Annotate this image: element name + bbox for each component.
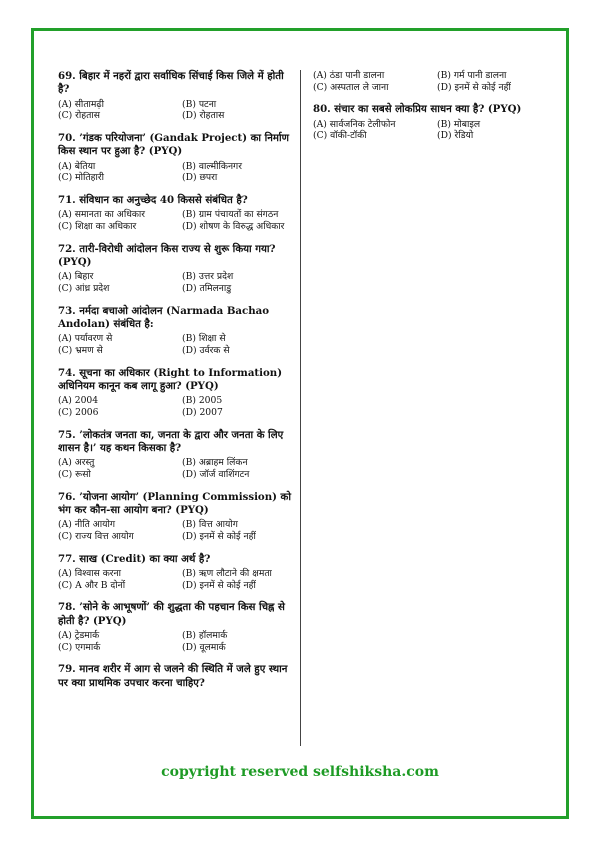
question-text: 77. साख (Credit) का क्या अर्थ है?: [58, 552, 211, 565]
question-text: 78. ’सोने के आभूषणों’ की शुद्धता की पहचान किस चिह्न से होती है? (PYQ): [58, 601, 285, 627]
option-b: (B) शिक्षा से: [182, 333, 226, 345]
option-b: (B) पटना: [182, 98, 217, 110]
option-b: (B) वाल्मीकिनगर: [182, 160, 242, 172]
option-c: (C) रूसो: [58, 469, 91, 480]
question-text: 70. ’गंडक परियोजना’ (Gandak Project) का निर्माण किस स्थान पर हुआ है? (PYQ): [58, 132, 289, 158]
question-text: 73. नर्मदा बचाओ आंदोलन (Narmada Bachao Andolan) संबंधित है:: [58, 304, 270, 330]
question-text: 76. ’योजना आयोग’ (Planning Commission) को भंग कर कौन-सा आयोग बना? (PYQ): [58, 490, 291, 516]
right-column: [313, 70, 549, 152]
question-text: 69. बिहार में नहरों द्वारा सर्वाधिक सिंचाई किस जिले में होती है?: [58, 70, 284, 96]
option-b: (B) उत्तर प्रदेश: [182, 271, 234, 283]
option-d: (D) उर्वरक से: [182, 345, 230, 356]
options: [58, 333, 292, 356]
question-75: [58, 429, 292, 481]
question-72: [58, 243, 292, 295]
question-text: 74. सूचना का अधिकार (Right to Information) अधिनियम कानून कब लागू हुआ? (PYQ): [58, 366, 283, 392]
option-b: (B) वित्त आयोग: [182, 519, 238, 531]
option-a: (A) बिहार: [58, 271, 94, 283]
option-a: (A) नीति आयोग: [58, 519, 116, 531]
option-a: (A) अरस्तु: [58, 457, 95, 469]
option-a: (A) समानता का अधिकार: [58, 209, 146, 221]
option-d: (D) शोषण के विरुद्ध अधिकार: [182, 221, 285, 232]
options: [58, 395, 292, 418]
question-73: [58, 305, 292, 357]
question-76: [58, 491, 292, 543]
options: [58, 271, 292, 294]
option-b: (B) ऋण लौटाने की क्षमता: [182, 568, 272, 579]
option-d: (D) रेडियो: [437, 130, 474, 142]
options: [313, 119, 549, 142]
options: [58, 457, 292, 480]
option-a: (A) ट्रेडमार्क: [58, 630, 100, 641]
option-a: (A) पर्यावरण से: [58, 333, 113, 345]
option-c: (C) A और B दोनों: [58, 579, 126, 591]
option-b: (B) हॉलमार्क: [182, 630, 228, 641]
question-text: 75. ’लोकतंत्र जनता का, जनता के द्वारा और जनता के लिए शासन है।’ यह कथन किसका है?: [58, 428, 284, 454]
question-79-options: [313, 70, 549, 93]
option-b: (B) 2005: [182, 395, 223, 407]
column-divider: [300, 70, 301, 746]
question-74: [58, 367, 292, 419]
option-c: (C) 2006: [58, 407, 99, 418]
option-c: (C) रोहतास: [58, 110, 100, 122]
options: [313, 70, 549, 93]
left-column: [58, 70, 292, 700]
option-d: (D) जॉर्ज वाशिंगटन: [182, 469, 250, 480]
option-a: (A) 2004: [58, 395, 99, 407]
question-text: 72. तारी-विरोधी आंदोलन किस राज्य से शुरू किया गया? (PYQ): [58, 242, 276, 268]
copyright-footer: copyright reserved selfshiksha.com: [161, 764, 439, 780]
option-d: (D) इनमें से कोई नहीं: [182, 579, 256, 591]
question-80: [313, 103, 549, 142]
option-c: (C) वॉकी-टॉकी: [313, 130, 367, 142]
option-c: (C) एगमार्क: [58, 641, 101, 653]
option-d: (D) रोहतास: [182, 110, 225, 122]
option-c: (C) भ्रमण से: [58, 345, 103, 356]
option-b: (B) गर्म पानी डालना: [437, 70, 507, 81]
question-78: [58, 601, 292, 653]
options: [58, 161, 292, 184]
question-text: 79. मानव शरीर में आग से जलने की स्थिति में जले हुए स्थान पर क्या प्राथमिक उपचार करना चाहिए?: [58, 663, 288, 689]
option-c: (C) आंध्र प्रदेश: [58, 283, 110, 294]
options: [58, 99, 292, 122]
option-c: (C) राज्य वित्त आयोग: [58, 531, 134, 542]
question-71: [58, 194, 292, 233]
option-a: (A) ठंडा पानी डालना: [313, 70, 385, 81]
option-d: (D) इनमें से कोई नहीं: [437, 81, 511, 93]
option-a: (A) विश्वास करना: [58, 568, 122, 579]
question-77: [58, 553, 292, 592]
option-a: (A) सीतामढ़ी: [58, 98, 104, 110]
option-b: (B) मोबाइल: [437, 118, 481, 130]
option-d: (D) तमिलनाडु: [182, 283, 232, 294]
options: [58, 630, 292, 653]
options: [58, 209, 292, 232]
question-70: [58, 132, 292, 184]
option-b: (B) ग्राम पंचायतों का संगठन: [182, 209, 279, 221]
option-d: (D) 2007: [182, 407, 223, 418]
question-69: [58, 70, 292, 122]
option-d: (D) इनमें से कोई नहीं: [182, 531, 256, 542]
question-text: 71. संविधान का अनुच्छेद 40 किससे संबंधित है?: [58, 194, 248, 206]
option-c: (C) शिक्षा का अधिकार: [58, 221, 137, 232]
option-c: (C) मोतिहारी: [58, 172, 105, 184]
option-a: (A) बेतिया: [58, 160, 96, 172]
option-b: (B) अब्राहम लिंकन: [182, 457, 248, 469]
option-d: (D) छपरा: [182, 172, 218, 184]
options: [58, 519, 292, 542]
option-d: (D) वूलमार्क: [182, 641, 226, 653]
question-79: [58, 663, 292, 690]
option-a: (A) सार्वजनिक टेलीफोन: [313, 118, 396, 130]
question-text: 80. संचार का सबसे लोकप्रिय साधन क्या है? (PYQ): [313, 103, 522, 116]
option-c: (C) अस्पताल ले जाना: [313, 81, 389, 93]
options: [58, 568, 292, 591]
